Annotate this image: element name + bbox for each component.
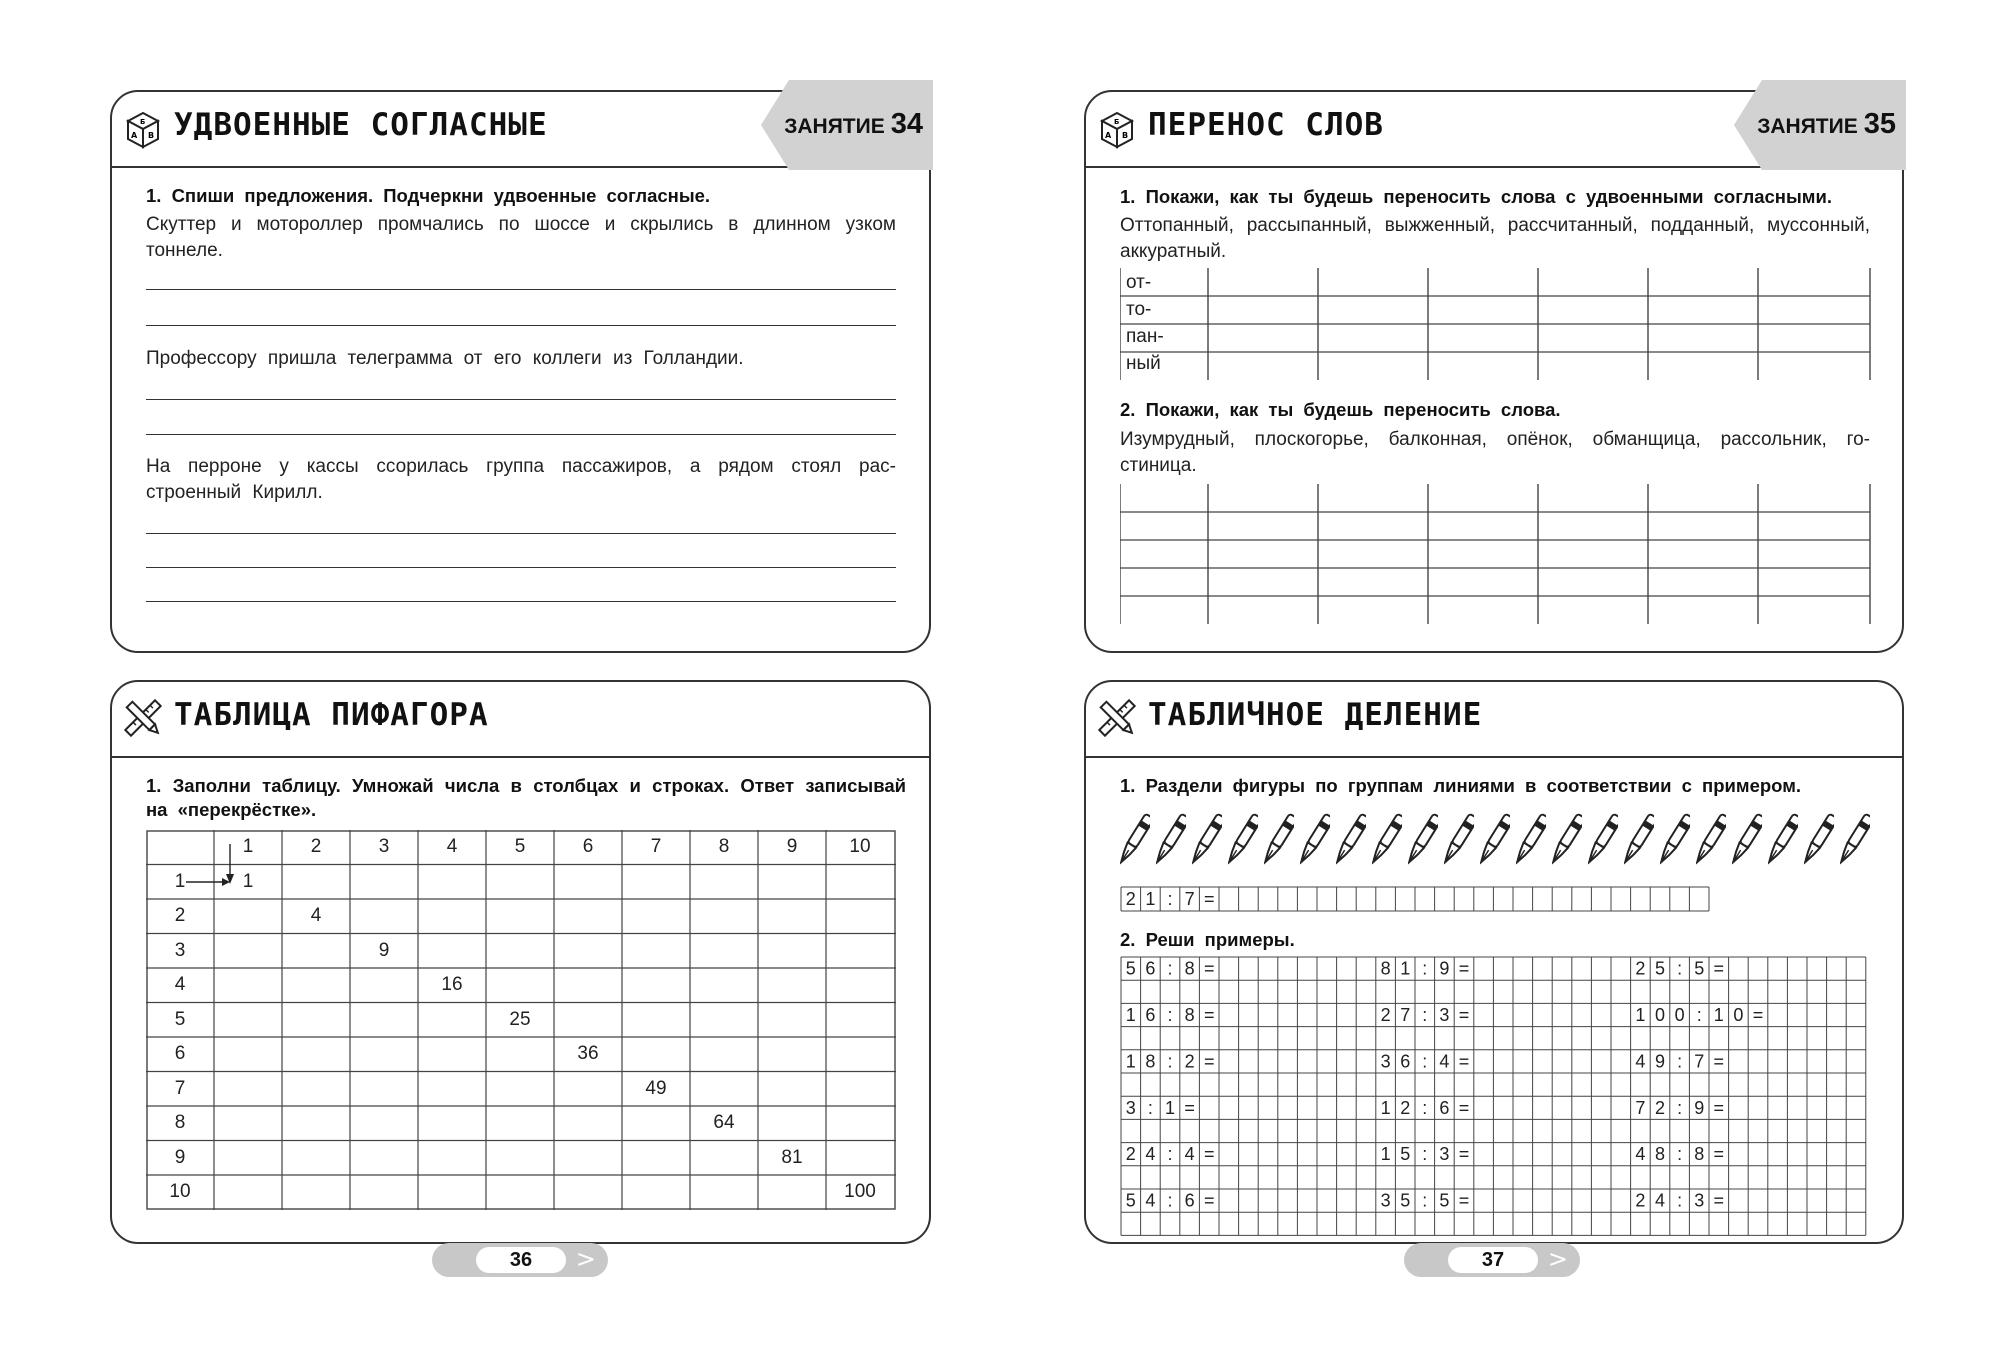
page-number-left bbox=[432, 1243, 608, 1277]
fountain-pen-icon bbox=[1624, 810, 1654, 870]
expression-char: 5 bbox=[1439, 1190, 1450, 1211]
expression-char: 8 bbox=[1380, 958, 1391, 979]
diagonal-product: 49 bbox=[645, 1077, 667, 1099]
expression-char: 6 bbox=[1145, 958, 1156, 979]
page-number-right bbox=[1404, 1243, 1580, 1277]
column-header: 4 bbox=[446, 836, 458, 857]
expression-char: 4 bbox=[1145, 1144, 1156, 1165]
expression-char: : bbox=[1147, 1097, 1153, 1118]
expression-char: = bbox=[1713, 1190, 1725, 1211]
expression-char: : bbox=[1422, 958, 1428, 979]
diagonal-product: 1 bbox=[242, 870, 254, 892]
expression-char: 8 bbox=[1145, 1051, 1156, 1072]
page-number-label: 36 bbox=[476, 1247, 566, 1273]
sentence-2: Профессору пришла телеграмма от его коллеги из Голландии. bbox=[146, 348, 744, 369]
expression-char: 4 bbox=[1184, 1144, 1195, 1165]
expression-char: 5 bbox=[1654, 958, 1666, 979]
expression-char: 5 bbox=[1694, 958, 1705, 979]
expression-char: = bbox=[1203, 1005, 1215, 1025]
expression-char: : bbox=[1422, 1190, 1428, 1211]
expression-char: 4 bbox=[1635, 1144, 1646, 1165]
division-title: ТАБЛИЧНОЕ ДЕЛЕНИЕ bbox=[1148, 697, 1483, 733]
lesson-35-badge bbox=[1734, 80, 1906, 170]
expression-char: 1 bbox=[1380, 1097, 1391, 1118]
lesson-34-task-1: 1. Спиши предложения. Подчеркни удвоенные согласные. bbox=[146, 185, 711, 206]
column-header: 3 bbox=[378, 836, 390, 857]
expression-char: 6 bbox=[1145, 1005, 1156, 1025]
svg-text:В: В bbox=[148, 131, 155, 140]
expression-char: = bbox=[1458, 958, 1470, 979]
expression-char: 8 bbox=[1184, 958, 1195, 979]
expression-char: 2 bbox=[1654, 1097, 1666, 1118]
lesson-35-task-1: 1. Покажи, как ты будешь переносить слова с удвоенными согласными. bbox=[1120, 186, 1832, 207]
expression-char: 3 bbox=[1380, 1190, 1391, 1211]
expression-char: 0 bbox=[1674, 1005, 1685, 1025]
expression-char: 6 bbox=[1400, 1051, 1411, 1072]
fountain-pen-icon bbox=[1336, 810, 1366, 870]
svg-text:А: А bbox=[1105, 131, 1112, 140]
fountain-pen-icon bbox=[1444, 810, 1474, 870]
expression-char: 3 bbox=[1694, 1190, 1705, 1211]
words-list-1: Оттопанный, рассыпанный, выжженный, рассчитанный, подданный, муссонный, аккуратный. bbox=[1120, 215, 1870, 262]
grid-lines bbox=[1120, 956, 1872, 1236]
column-header: 9 bbox=[786, 836, 798, 857]
fountain-pen-icon bbox=[1660, 810, 1690, 870]
write-line bbox=[146, 533, 896, 534]
expression-char: 2 bbox=[1125, 1144, 1136, 1165]
fountain-pen-icon bbox=[1516, 810, 1546, 870]
expression-char: 5 bbox=[1400, 1144, 1411, 1165]
fountain-pen-icon bbox=[1840, 810, 1870, 870]
expression-char: = bbox=[1713, 958, 1725, 979]
svg-text:Б: Б bbox=[1114, 118, 1120, 126]
expression-char: = bbox=[1458, 1190, 1470, 1211]
expression-char: : bbox=[1167, 889, 1173, 909]
expression-char: : bbox=[1677, 1097, 1683, 1118]
expression-char: = bbox=[1458, 1144, 1470, 1165]
lesson-35-task-2: 2. Покажи, как ты будешь переносить слова. bbox=[1120, 399, 1561, 420]
division-grid bbox=[1120, 956, 1872, 1236]
write-line bbox=[146, 399, 896, 400]
expression-char: 1 bbox=[1164, 1097, 1176, 1118]
column-header: 1 bbox=[242, 836, 254, 857]
expression-char: = bbox=[1713, 1051, 1725, 1072]
pythagoras-task-1: 1. Заполни таблицу. Умножай числа в столбцах и строках. Ответ записывай на «перекрёстке». bbox=[146, 775, 906, 820]
write-line bbox=[146, 289, 896, 290]
expression-char: : bbox=[1422, 1097, 1428, 1118]
badge-number: 35 bbox=[1863, 108, 1896, 140]
expression-char: : bbox=[1696, 1005, 1702, 1025]
expression-char: 2 bbox=[1184, 1051, 1195, 1072]
expression-char: : bbox=[1422, 1051, 1428, 1072]
expression-char: 7 bbox=[1184, 889, 1195, 909]
badge-number: 34 bbox=[890, 108, 923, 140]
example-grid bbox=[1120, 886, 1710, 912]
row-header: 6 bbox=[174, 1043, 186, 1064]
expression-char: 7 bbox=[1694, 1051, 1705, 1072]
expression-char: 4 bbox=[1439, 1051, 1450, 1072]
fountain-pen-icon bbox=[1192, 810, 1222, 870]
fountain-pen-icon bbox=[1408, 810, 1438, 870]
pythagoras-table bbox=[146, 830, 898, 1210]
expression-char: = bbox=[1458, 1051, 1470, 1072]
expression-char: : bbox=[1677, 1051, 1683, 1072]
expression-char: 2 bbox=[1125, 889, 1136, 909]
expression-char: 2 bbox=[1400, 1097, 1411, 1118]
expression-char: 2 bbox=[1635, 1190, 1646, 1211]
fountain-pen-icon bbox=[1732, 810, 1762, 870]
column-header: 6 bbox=[582, 836, 594, 857]
row-header: 8 bbox=[174, 1112, 186, 1133]
division-header bbox=[1086, 682, 1902, 758]
diagonal-product: 81 bbox=[781, 1146, 803, 1168]
svg-text:Б: Б bbox=[140, 118, 146, 126]
words-list-2: Изумрудный, плоскогорье, балконная, опёнок, обманщица, рассольник, гостиница. bbox=[1120, 429, 1870, 476]
expression-char: 0 bbox=[1733, 1005, 1744, 1025]
fountain-pen-icon bbox=[1480, 810, 1510, 870]
expression-char: = bbox=[1203, 1144, 1215, 1165]
diagonal-product: 25 bbox=[509, 1008, 531, 1030]
fountain-pen-icon bbox=[1264, 810, 1294, 870]
expression-char: 3 bbox=[1125, 1097, 1136, 1118]
hyphen-part: то- bbox=[1126, 299, 1152, 320]
lesson-34-card bbox=[110, 90, 931, 653]
abc-cube-icon bbox=[120, 105, 166, 151]
expression-char: 3 bbox=[1439, 1005, 1450, 1025]
expression-char: 3 bbox=[1380, 1051, 1391, 1072]
lesson-34-header bbox=[112, 92, 929, 168]
expression-char: 5 bbox=[1125, 1190, 1136, 1211]
row-header: 10 bbox=[169, 1181, 191, 1202]
hyphenation-grid-2 bbox=[1120, 484, 1872, 624]
expression-char: = bbox=[1458, 1097, 1470, 1118]
hyphenation-grid-1 bbox=[1120, 268, 1872, 380]
pens-row bbox=[1120, 810, 1880, 870]
expression-char: = bbox=[1203, 889, 1215, 909]
expression-char: : bbox=[1422, 1005, 1428, 1025]
expression-char: = bbox=[1203, 1190, 1215, 1211]
expression-char: 6 bbox=[1184, 1190, 1195, 1211]
next-arrow-icon[interactable]: > bbox=[575, 1245, 596, 1273]
expression-char: 3 bbox=[1439, 1144, 1450, 1165]
sentence-1: Скуттер и мотороллер промчались по шоссе и скрылись в длинном узком тоннеле. bbox=[146, 214, 896, 261]
fountain-pen-icon bbox=[1696, 810, 1726, 870]
expression-char: : bbox=[1677, 1144, 1683, 1165]
expression-char: : bbox=[1422, 1144, 1428, 1165]
expression-char: 7 bbox=[1400, 1005, 1411, 1025]
expression-char: 1 bbox=[1145, 889, 1156, 909]
row-header: 5 bbox=[174, 1008, 186, 1030]
fountain-pen-icon bbox=[1804, 810, 1834, 870]
division-task-1: 1. Раздели фигуры по группам линиями в соответствии с примером. bbox=[1120, 775, 1802, 796]
fountain-pen-icon bbox=[1768, 810, 1798, 870]
fountain-pen-icon bbox=[1372, 810, 1402, 870]
expression-char: 1 bbox=[1380, 1144, 1391, 1165]
column-header: 2 bbox=[310, 836, 322, 857]
lesson-34-badge bbox=[761, 80, 933, 170]
expression-char: : bbox=[1167, 1051, 1173, 1072]
expression-char: 6 bbox=[1439, 1097, 1450, 1118]
expression-char: = bbox=[1203, 1051, 1215, 1072]
write-line bbox=[146, 325, 896, 326]
column-header: 7 bbox=[650, 836, 662, 857]
row-header: 4 bbox=[174, 974, 186, 995]
row-header: 1 bbox=[174, 870, 186, 892]
expression-char: 1 bbox=[1713, 1005, 1724, 1025]
expression-char: 7 bbox=[1635, 1097, 1646, 1118]
division-task-2: 2. Реши примеры. bbox=[1120, 929, 1295, 950]
grid-lines bbox=[1120, 268, 1872, 380]
expression-char: : bbox=[1167, 958, 1173, 979]
diagonal-product: 4 bbox=[310, 905, 322, 926]
fountain-pen-icon bbox=[1156, 810, 1186, 870]
ruler-pencil-icon bbox=[1094, 695, 1140, 741]
expression-char: 5 bbox=[1125, 958, 1136, 979]
fountain-pen-icon bbox=[1120, 810, 1150, 870]
expression-char: = bbox=[1713, 1144, 1725, 1165]
fountain-pen-icon bbox=[1228, 810, 1258, 870]
grid-lines bbox=[1120, 484, 1872, 624]
page-number-label: 37 bbox=[1448, 1247, 1538, 1273]
svg-text:В: В bbox=[1122, 131, 1129, 140]
lesson-35-header bbox=[1086, 92, 1902, 168]
row-header: 2 bbox=[174, 905, 186, 926]
expression-char: 2 bbox=[1635, 958, 1646, 979]
expression-char: 8 bbox=[1694, 1144, 1705, 1165]
write-line bbox=[146, 434, 896, 435]
column-header: 5 bbox=[514, 836, 526, 857]
diagonal-product: 16 bbox=[441, 974, 463, 995]
lesson-35-title: ПЕРЕНОС СЛОВ bbox=[1148, 107, 1384, 143]
diagonal-product: 100 bbox=[844, 1181, 876, 1202]
hyphen-part: от- bbox=[1126, 272, 1152, 293]
svg-text:А: А bbox=[131, 131, 138, 140]
division-card bbox=[1084, 680, 1904, 1244]
expression-char: = bbox=[1184, 1097, 1195, 1118]
expression-char: : bbox=[1677, 958, 1683, 979]
abc-cube-icon bbox=[1094, 105, 1140, 151]
ruler-pencil-icon bbox=[120, 695, 166, 741]
expression-char: 4 bbox=[1635, 1051, 1646, 1072]
expression-char: 1 bbox=[1125, 1005, 1136, 1025]
diagonal-product: 36 bbox=[577, 1043, 599, 1064]
pythagoras-header bbox=[112, 682, 929, 758]
expression-char: : bbox=[1167, 1190, 1173, 1211]
expression-char: : bbox=[1167, 1144, 1173, 1165]
row-header: 7 bbox=[174, 1077, 186, 1099]
expression-char: 1 bbox=[1635, 1005, 1646, 1025]
badge-label: ЗАНЯТИЕ bbox=[1757, 115, 1858, 138]
fountain-pen-icon bbox=[1300, 810, 1330, 870]
pythagoras-card bbox=[110, 680, 931, 1244]
expression-char: : bbox=[1167, 1005, 1173, 1025]
hyphen-part: пан- bbox=[1126, 326, 1164, 347]
expression-char: = bbox=[1458, 1005, 1470, 1025]
row-header: 9 bbox=[174, 1146, 186, 1168]
write-line bbox=[146, 601, 896, 602]
column-header: 8 bbox=[718, 836, 730, 857]
expression-char: : bbox=[1677, 1190, 1683, 1211]
expression-char: = bbox=[1713, 1097, 1725, 1118]
expression-char: 9 bbox=[1654, 1051, 1666, 1072]
fountain-pen-icon bbox=[1552, 810, 1582, 870]
sentence-3: На перроне у кассы ссорилась группа пассажиров, а рядом стоял расстроенный Кирилл. bbox=[146, 456, 896, 503]
grid-lines bbox=[1120, 886, 1720, 912]
expression-char: 1 bbox=[1400, 958, 1411, 979]
pythagoras-title: ТАБЛИЦА ПИФАГОРА bbox=[174, 697, 489, 733]
expression-char: 8 bbox=[1184, 1005, 1195, 1025]
diagonal-product: 9 bbox=[378, 939, 390, 961]
expression-char: 1 bbox=[1125, 1051, 1136, 1072]
expression-char: 0 bbox=[1654, 1005, 1666, 1025]
hyphen-part: ный bbox=[1126, 353, 1161, 374]
expression-char: 5 bbox=[1400, 1190, 1411, 1211]
write-line bbox=[146, 567, 896, 568]
row-header: 3 bbox=[174, 939, 186, 961]
expression-char: 9 bbox=[1439, 958, 1450, 979]
expression-char: = bbox=[1203, 958, 1215, 979]
expression-char: = bbox=[1752, 1005, 1764, 1025]
next-arrow-icon[interactable]: > bbox=[1547, 1245, 1568, 1273]
column-header: 10 bbox=[849, 836, 871, 857]
expression-char: 8 bbox=[1654, 1144, 1666, 1165]
expression-char: 4 bbox=[1654, 1190, 1666, 1211]
fountain-pen-icon bbox=[1588, 810, 1618, 870]
expression-char: 9 bbox=[1694, 1097, 1705, 1118]
expression-char: 4 bbox=[1145, 1190, 1156, 1211]
badge-label: ЗАНЯТИЕ bbox=[784, 115, 885, 138]
diagonal-product: 64 bbox=[713, 1112, 735, 1133]
lesson-34-title: УДВОЕННЫЕ СОГЛАСНЫЕ bbox=[174, 107, 548, 143]
expression-char: 2 bbox=[1380, 1005, 1391, 1025]
lesson-35-card bbox=[1084, 90, 1904, 653]
